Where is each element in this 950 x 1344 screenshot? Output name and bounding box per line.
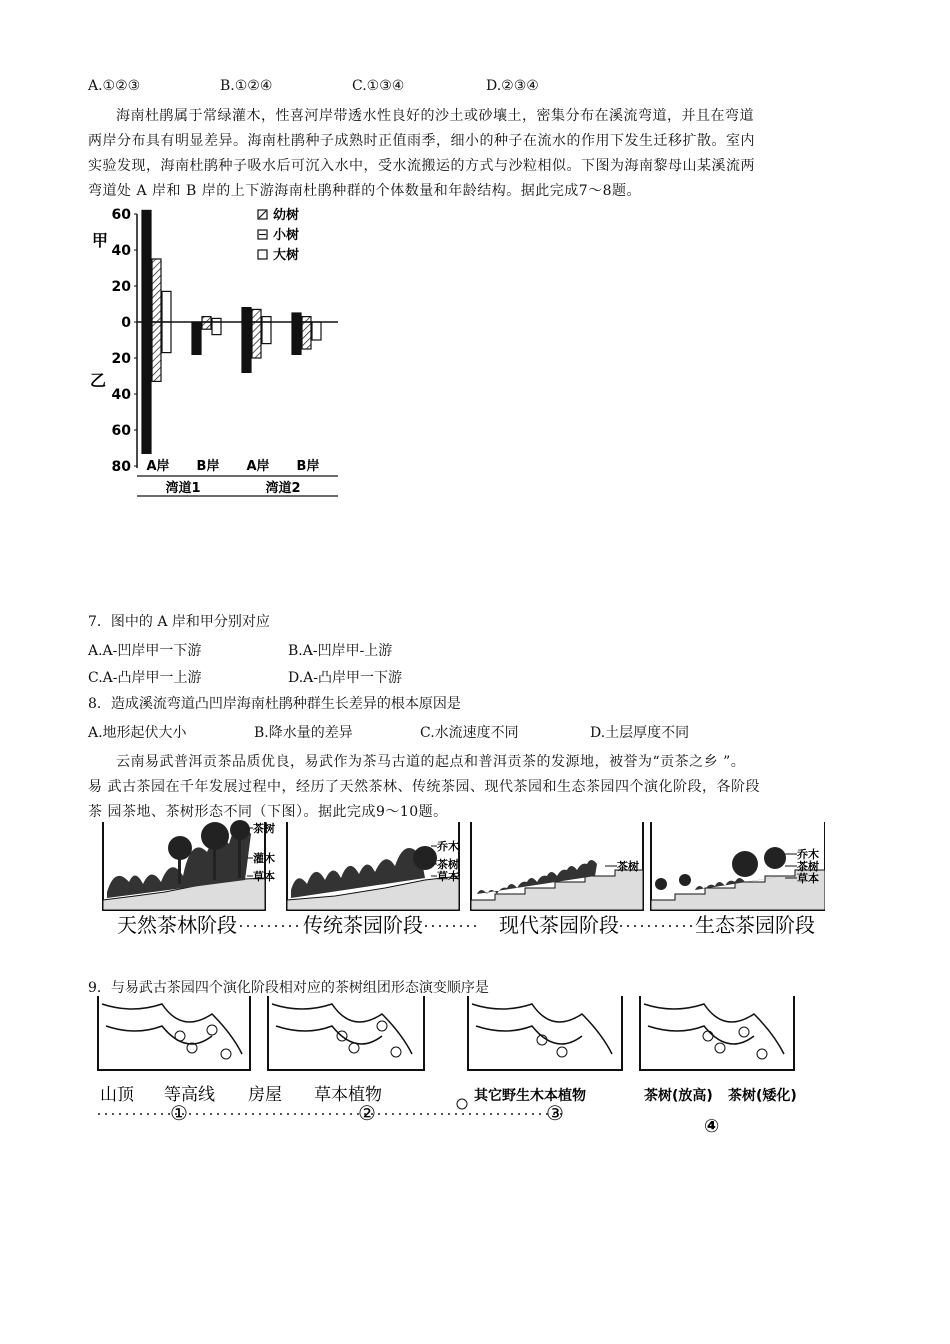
- legend-tea-tall: 茶树(放高): [644, 1088, 713, 1104]
- label-tea-tree: 茶树: [253, 822, 275, 835]
- passage1-line: 两岸分布具有明显差异。海南杜鹃种子成熟时正值雨季，细小的种子在流水的作用下发生迁移扩散。室内: [88, 133, 755, 149]
- q8-option-b: B.降水量的差异: [254, 725, 353, 741]
- bar-upstream: [202, 317, 211, 322]
- passage-tea-garden: [88, 750, 858, 825]
- passage2-line: 茶 园茶地、茶树形态不同（下图）。据此完成9～10题。: [88, 804, 448, 820]
- map-number-3: ③: [546, 1101, 564, 1125]
- q6-option-b: B.①②④: [220, 78, 273, 94]
- label-tree: 乔木: [797, 848, 819, 861]
- y-label-bottom: 乙: [90, 371, 107, 390]
- legend-wild-tree-symbol: [457, 1099, 467, 1109]
- label-tea-tree: 茶树: [617, 860, 639, 873]
- x-group-label: 湾道2: [265, 481, 301, 496]
- q7-stem: 7．图中的 A 岸和甲分别对应: [88, 614, 270, 630]
- bar-downstream: [312, 322, 321, 340]
- label-tree: 乔木: [437, 840, 459, 853]
- bar-downstream: [252, 322, 261, 358]
- tea-garden-stages-figure: [95, 818, 825, 942]
- bar-downstream: [212, 322, 221, 335]
- stage-label-2: 传统茶园阶段: [303, 913, 423, 937]
- map-panel-2: [268, 996, 424, 1070]
- bar-downstream: [262, 322, 271, 344]
- passage1-line: 海南杜鹃属于常绿灌木，性喜河岸带透水性良好的沙土或砂壤土，密集分布在溪流弯道，并且在弯道: [116, 108, 754, 124]
- bar-upstream: [292, 313, 301, 322]
- q6-option-a: A.①②③: [88, 78, 141, 94]
- bar-downstream: [162, 322, 171, 353]
- stage-panel-3: [471, 822, 643, 910]
- y-tick-label: 20: [111, 279, 131, 295]
- y-tick-label: 40: [111, 387, 131, 403]
- label-herb: 草本: [437, 870, 459, 883]
- q8-option-d: D.土层厚度不同: [590, 725, 690, 741]
- legend-tea-dwarf: 茶树(矮化): [728, 1088, 797, 1104]
- bar-upstream: [152, 259, 161, 322]
- label-herb: 草本: [253, 870, 275, 883]
- map-number-2: ②: [358, 1101, 376, 1125]
- stage-label-3: 现代茶园阶段: [499, 913, 619, 937]
- passage-rhododendron: [88, 104, 858, 204]
- bar-downstream: [292, 322, 301, 354]
- stage-panel-2: [287, 822, 459, 910]
- y-tick-label: 80: [111, 459, 131, 475]
- q9-stem: 9．与易武古茶园四个演化阶段相对应的茶树组团形态演变顺序是: [88, 980, 489, 996]
- y-tick-label: 40: [111, 243, 131, 259]
- map-panel-4: [640, 996, 794, 1070]
- q6-option-d: D.②③④: [486, 78, 539, 94]
- stage-panel-4: [651, 822, 825, 910]
- legend-tree: 大树: [273, 248, 300, 263]
- passage2-line: 易 武古茶园在千年发展过程中，经历了天然茶林、传统茶园、现代茶园和生态茶园四个演化阶段，各阶段: [88, 779, 760, 795]
- label-tea-tree: 茶树: [437, 858, 459, 871]
- bar-downstream: [192, 322, 201, 354]
- x-category-label: B岸: [196, 459, 220, 474]
- map-panel-1: [98, 996, 250, 1070]
- stage-panel-1: [103, 820, 275, 910]
- q8-option-c: C.水流速度不同: [420, 725, 519, 741]
- x-category-label: A岸: [246, 459, 270, 474]
- x-category-label: A岸: [146, 459, 170, 474]
- legend-summit: 山顶: [100, 1085, 134, 1105]
- q6-option-c: C.①③④: [352, 78, 405, 94]
- q7-option-d: D.A-凸岸甲一下游: [288, 670, 403, 686]
- q7-option-c: C.A-凸岸甲一上游: [88, 670, 202, 686]
- passage1-line: 实验发现，海南杜鹃种子吸水后可沉入水中，受水流搬运的方式与沙粒相似。下图为海南黎母山某溪流两: [88, 158, 755, 174]
- legend-wild-woody: 其它野生木本植物: [474, 1088, 586, 1104]
- legend-swatch-tree: [258, 250, 267, 259]
- label-tea-tree: 茶树: [797, 860, 819, 873]
- legend-contour: 等高线: [164, 1085, 215, 1105]
- x-group-label: 湾道1: [165, 481, 201, 496]
- bar-upstream: [142, 210, 151, 322]
- q8-stem: 8．造成溪流弯道凸凹岸海南杜鹃种群生长差异的根本原因是: [88, 696, 461, 712]
- stage-label-1: 天然茶林阶段: [117, 913, 237, 937]
- legend-sapling: 小树: [273, 228, 300, 243]
- bar-downstream: [202, 322, 211, 329]
- bar-upstream: [252, 309, 261, 322]
- bar-upstream: [262, 317, 271, 322]
- bar-downstream: [302, 322, 311, 349]
- legend-seedling: 幼树: [273, 208, 300, 223]
- passage2-line: 云南易武普洱贡茶品质优良，易武作为茶马古道的起点和普洱贡茶的发源地，被誉为“贡茶之乡 ”。: [116, 754, 746, 770]
- y-tick-label: 60: [111, 423, 131, 439]
- bar-downstream: [142, 322, 151, 453]
- x-category-label: B岸: [296, 459, 320, 474]
- map-number-4: ④: [704, 1116, 720, 1136]
- bar-upstream: [242, 308, 251, 322]
- stage-label-4: 生态茶园阶段: [695, 913, 815, 937]
- bar-upstream: [162, 291, 171, 322]
- legend-house: 房屋: [248, 1085, 282, 1105]
- passage1-line: 弯道处 A 岸和 B 岸的上下游海南杜鹃种群的个体数量和年龄结构。据此完成7～8题。: [88, 183, 642, 199]
- bar-downstream: [242, 322, 251, 372]
- tea-cluster-maps-figure: [92, 996, 802, 1136]
- y-tick-label: 0: [121, 315, 131, 331]
- y-tick-label: 60: [111, 207, 131, 223]
- q7-option-b: B.A-凹岸甲-上游: [288, 643, 393, 659]
- q8-option-a: A.地形起伏大小: [88, 725, 187, 741]
- population-bar-chart: [80, 200, 380, 510]
- y-tick-label: 20: [111, 351, 131, 367]
- bar-upstream: [302, 317, 311, 322]
- bar-downstream: [152, 322, 161, 381]
- map-number-1: ①: [170, 1101, 188, 1125]
- q7-option-a: A.A-凹岸甲一下游: [88, 643, 202, 659]
- label-shrub: 灌木: [253, 852, 275, 865]
- legend-herbs: 草本植物: [314, 1085, 382, 1105]
- map-panel-3: [468, 996, 622, 1070]
- y-label-top: 甲: [92, 231, 109, 250]
- label-herb: 草本: [797, 872, 819, 885]
